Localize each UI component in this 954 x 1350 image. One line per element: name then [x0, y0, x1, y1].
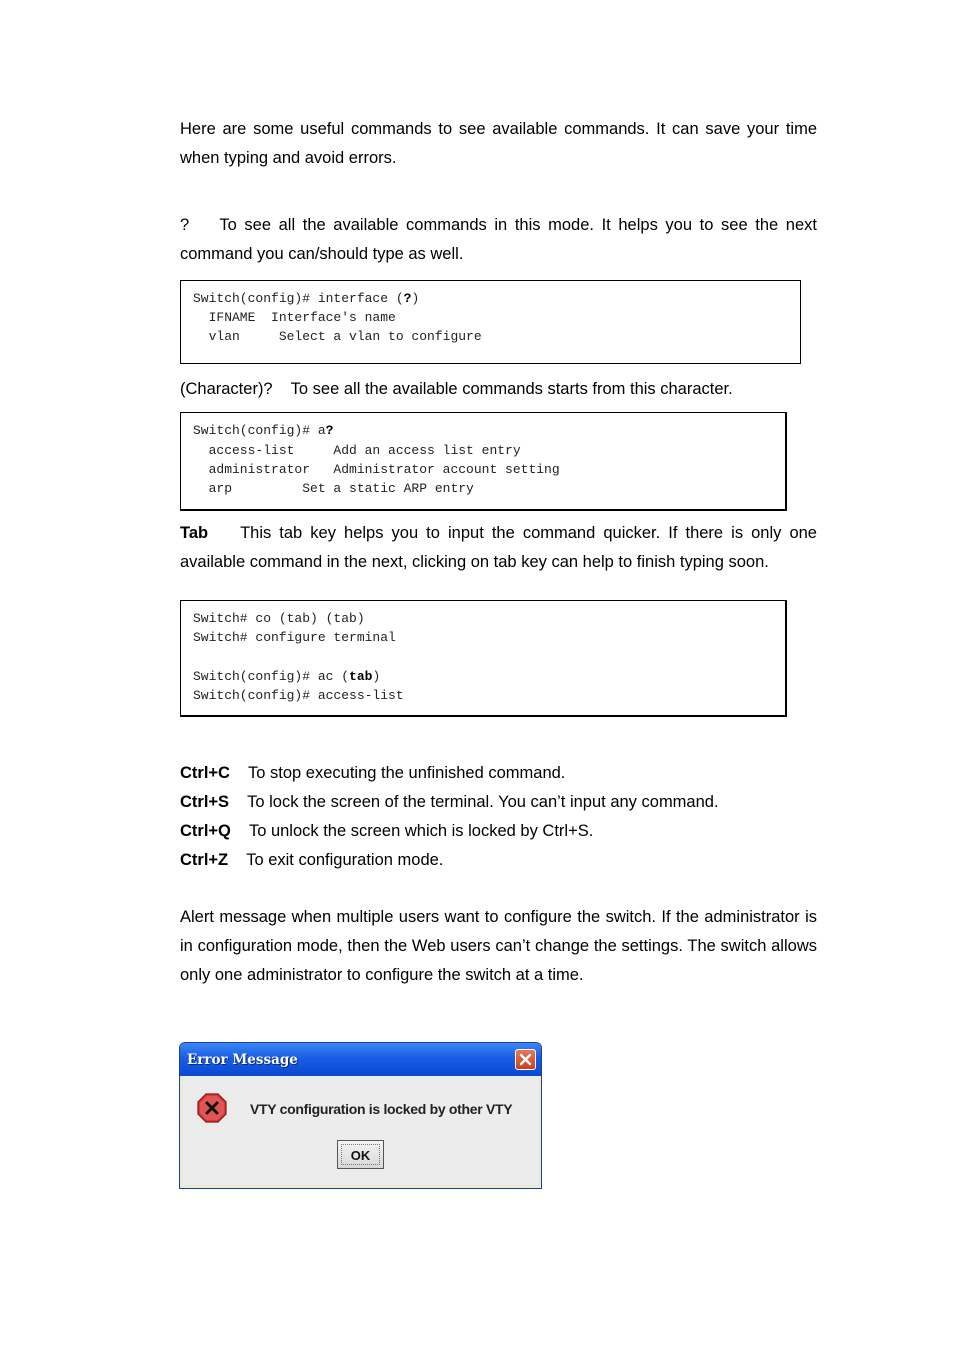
tab-paragraph: [180, 519, 817, 577]
shortcut-ctrl-z: Ctrl+Z To exit configuration mode.: [180, 851, 444, 869]
code-line: Switch(config)# ac (tab): [193, 669, 381, 684]
code-block-tab: [180, 600, 787, 717]
close-x-glyph: [516, 1050, 535, 1069]
code-line: arp Set a static ARP entry: [193, 481, 474, 496]
code-line: Switch(config)# a?: [193, 423, 334, 438]
code-line: Switch(config)# interface (?): [193, 291, 420, 306]
shortcut-ctrl-q: Ctrl+Q To unlock the screen which is locked by Ctrl+S.: [180, 822, 594, 840]
error-dialog: [179, 1042, 542, 1189]
code-line: vlan Select a vlan to configure: [193, 329, 482, 344]
character-key: (Character)?: [180, 380, 273, 398]
question-paragraph: [180, 211, 817, 269]
shortcut-ctrl-c: Ctrl+C To stop executing the unfinished command.: [180, 764, 566, 782]
code-line: Switch(config)# access-list: [193, 688, 404, 703]
ok-button-label: OK: [341, 1144, 380, 1165]
code-line: Switch# configure terminal: [193, 630, 396, 645]
question-key: ?: [180, 216, 190, 234]
close-icon[interactable]: [515, 1049, 536, 1070]
intro-paragraph: Here are some useful commands to see available commands. It can save your time when typing and avoid errors.: [180, 120, 817, 167]
code-line: IFNAME Interface's name: [193, 310, 396, 325]
error-x-icon: [196, 1092, 228, 1124]
code-block-character: [180, 412, 787, 511]
question-text: To see all the available commands in this mode. It helps you to see the next command you can/should type as well.: [180, 216, 817, 263]
tab-text: This tab key helps you to input the command quicker. If there is only one available command in the next, clicking on tab key can help to finish typing soon.: [180, 524, 817, 571]
character-text: To see all the available commands starts from this character.: [290, 380, 733, 398]
alert-paragraph: Alert message when multiple users want to configure the switch. If the administrator is in configuration mode, then the Web users can’t change the settings. The switch allows only one administrator to configure the switch at a time.: [180, 908, 817, 984]
tab-key: Tab: [180, 524, 209, 542]
shortcut-ctrl-s: Ctrl+S To lock the screen of the terminal. You can’t input any command.: [180, 793, 719, 811]
dialog-titlebar[interactable]: [180, 1043, 541, 1076]
character-paragraph: [180, 375, 817, 404]
code-line: access-list Add an access list entry: [193, 443, 521, 458]
ok-button[interactable]: [337, 1140, 384, 1169]
dialog-title: Error Message: [187, 1052, 298, 1068]
code-block-interface: [180, 280, 801, 364]
code-line: Switch# co (tab) (tab): [193, 611, 365, 626]
dialog-message: VTY configuration is locked by other VTY: [250, 1101, 513, 1117]
code-line: administrator Administrator account setting: [193, 462, 560, 477]
